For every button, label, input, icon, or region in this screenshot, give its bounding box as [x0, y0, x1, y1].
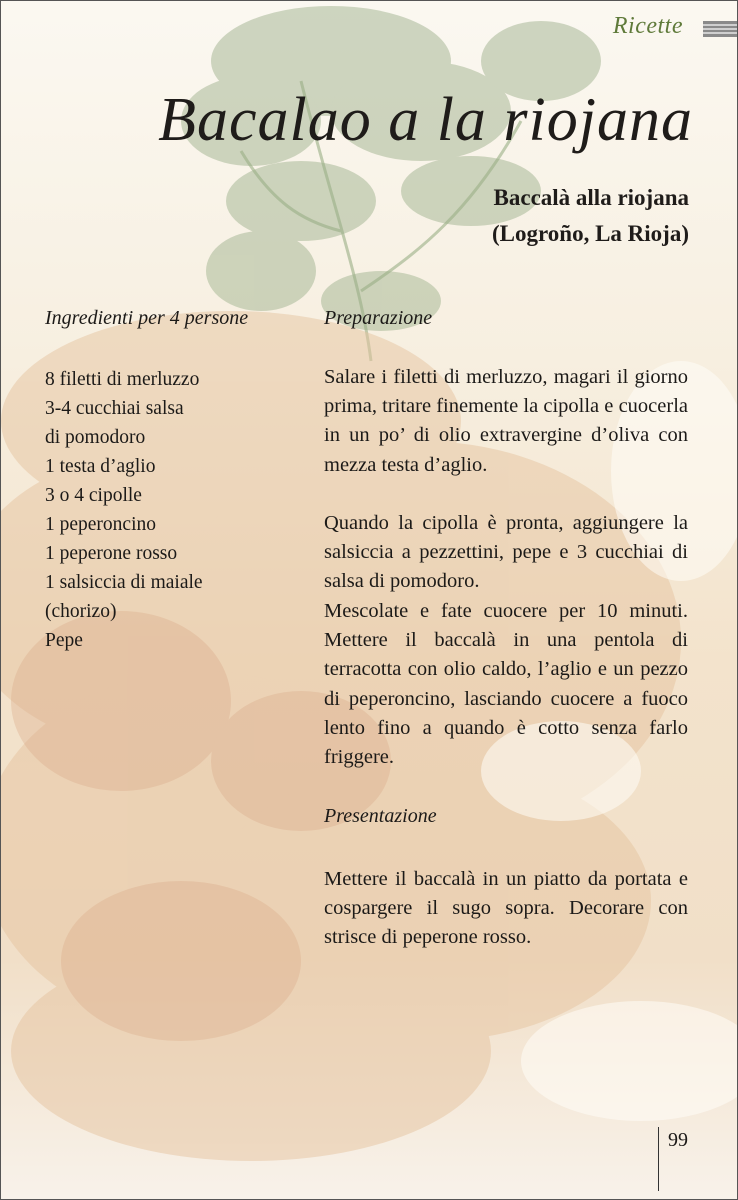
page-number-divider — [658, 1127, 659, 1191]
ingredient-item: 1 peperoncino — [45, 514, 157, 535]
ingredient-item: 3-4 cucchiai salsa — [45, 398, 184, 419]
ingredient-item: Pepe — [45, 630, 83, 651]
presentation-paragraph: Mettere il baccalà in un piatto da portata e cospargere il sugo sopra. Decorare con strisce di peperone rosso. — [324, 868, 688, 949]
ingredient-item: (chorizo) — [45, 601, 117, 622]
section-label: Ricette — [612, 13, 683, 39]
ingredient-item: 1 testa d’aglio — [45, 456, 156, 477]
recipe-origin: (Logroño, La Rioja) — [492, 221, 689, 246]
section-marker-icon — [703, 21, 737, 37]
ingredients-list — [45, 365, 285, 655]
preparation-paragraph: Salare i filetti di merluzzo, magari il giorno prima, tritare finemente la cipolla e cuocerla in un po’ di olio extravergine d’oliva con mezza testa d’aglio. — [324, 366, 688, 476]
recipe-subtitle-italian: Baccalà alla riojana — [493, 185, 689, 210]
preparation-heading: Preparazione — [324, 307, 433, 329]
ingredient-item: 1 salsiccia di maiale — [45, 572, 203, 593]
presentation-heading: Presentazione — [324, 805, 437, 827]
page-number: 99 — [668, 1129, 688, 1151]
ingredient-item: 1 peperone rosso — [45, 543, 178, 564]
ingredients-heading: Ingredienti per 4 persone — [45, 307, 249, 329]
ingredient-item: 3 o 4 cipolle — [45, 485, 142, 506]
preparation-paragraph: Quando la cipolla è pronta, aggiungere la salsiccia a pezzettini, pepe e 3 cucchiai di salsa di pomodoro. — [324, 512, 688, 593]
recipe-title: Bacalao a la riojana — [158, 86, 693, 154]
parsley-illustration — [181, 6, 601, 331]
preparation-paragraph: Mescolate e fate cuocere per 10 minuti. Mettere il baccalà in una pentola di terracotta con olio caldo, l’aglio e un pezzo di peperoncino, lasciando cuocere a fuoco lento fino a quando è cotto senza farlo friggere. — [324, 600, 688, 769]
ingredient-item: 8 filetti di merluzzo — [45, 369, 200, 390]
ingredient-item: di pomodoro — [45, 427, 146, 448]
